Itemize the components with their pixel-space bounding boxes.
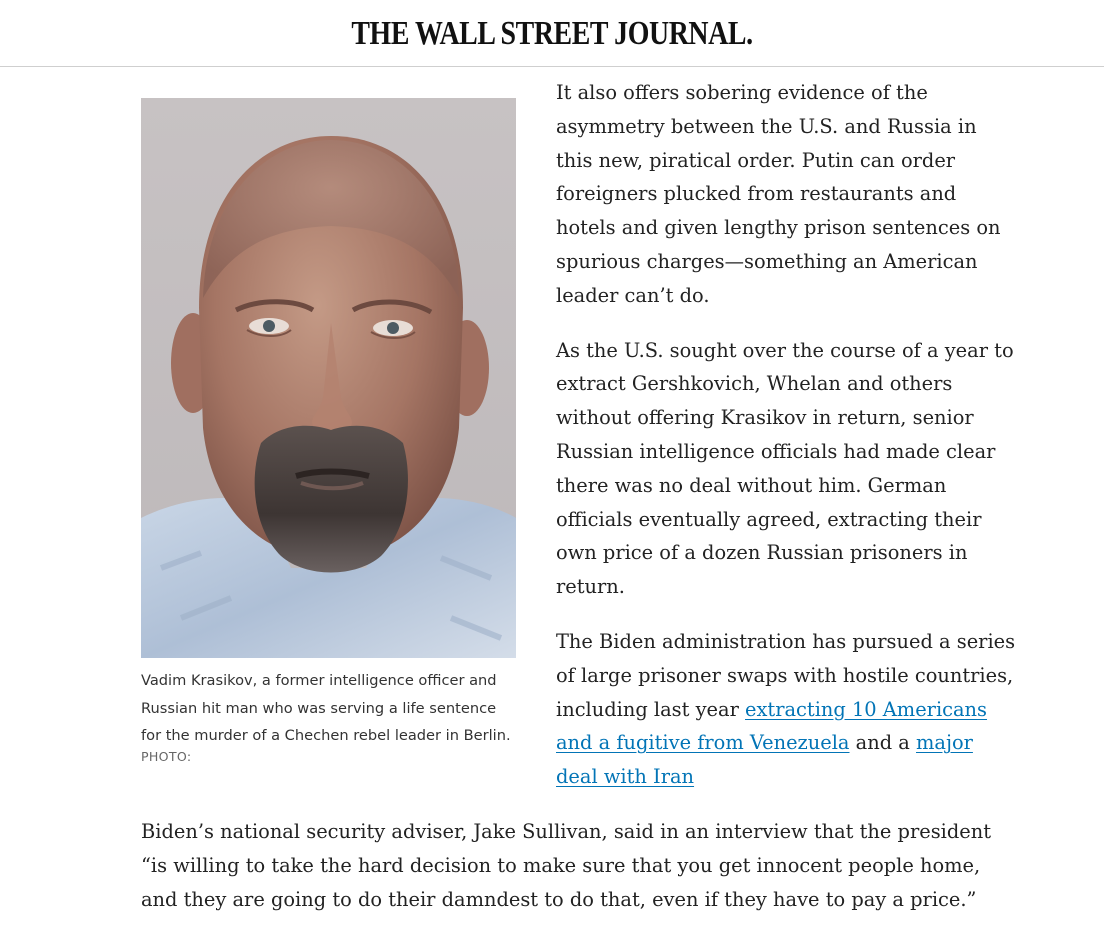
article-paragraph: As the U.S. sought over the course of a year to extract Gershkovich, Whelan and others without offering Krasikov in return, senior Russian intelligence officials had made clear there was no deal without him. German officials eventually agreed, extracting their own price of a dozen Russian prisoners in return. [556, 338, 1014, 599]
wsj-logo[interactable]: THE WALL STREET JOURNAL. [351, 15, 753, 52]
link-venezuela-swap[interactable]: extracting 10 Americans and a fugitive from Venezuela [556, 697, 988, 755]
article-paragraph: Biden’s national security adviser, Jake Sullivan, said in an interview that the president “is willing to take the hard decision to make sure that you get innocent people home, and they are going to do their damndest to do that, even if they have to pay a price.” [141, 819, 992, 911]
portrait-photo[interactable] [141, 98, 516, 658]
caption-line: Vadim Krasikov, a former intelligence officer and [141, 672, 497, 689]
article-paragraph: It also offers sobering evidence of the asymmetry between the U.S. and Russia in this new, piratical order. Putin can order foreigners plucked from restaurants and hotels and given lengthy prison sentences on spurious charges—something an American leader can’t do. [556, 81, 1001, 307]
link-iran-deal[interactable]: major deal with Iran [556, 731, 973, 789]
caption-line: for the murder of a Chechen rebel leader in Berlin. [141, 727, 511, 744]
masthead [0, 0, 1104, 67]
caption-line: Russian hit man who was serving a life sentence [141, 699, 497, 717]
article-figure [141, 98, 516, 766]
photo-credit: PHOTO: [141, 748, 192, 764]
photo-caption [141, 667, 516, 750]
article-body [141, 76, 1017, 937]
paragraph-text: and a [849, 731, 917, 755]
paragraph-text: The Biden administration has pursued a series of large prisoner swaps with hostile countries, including last year [556, 629, 1016, 721]
